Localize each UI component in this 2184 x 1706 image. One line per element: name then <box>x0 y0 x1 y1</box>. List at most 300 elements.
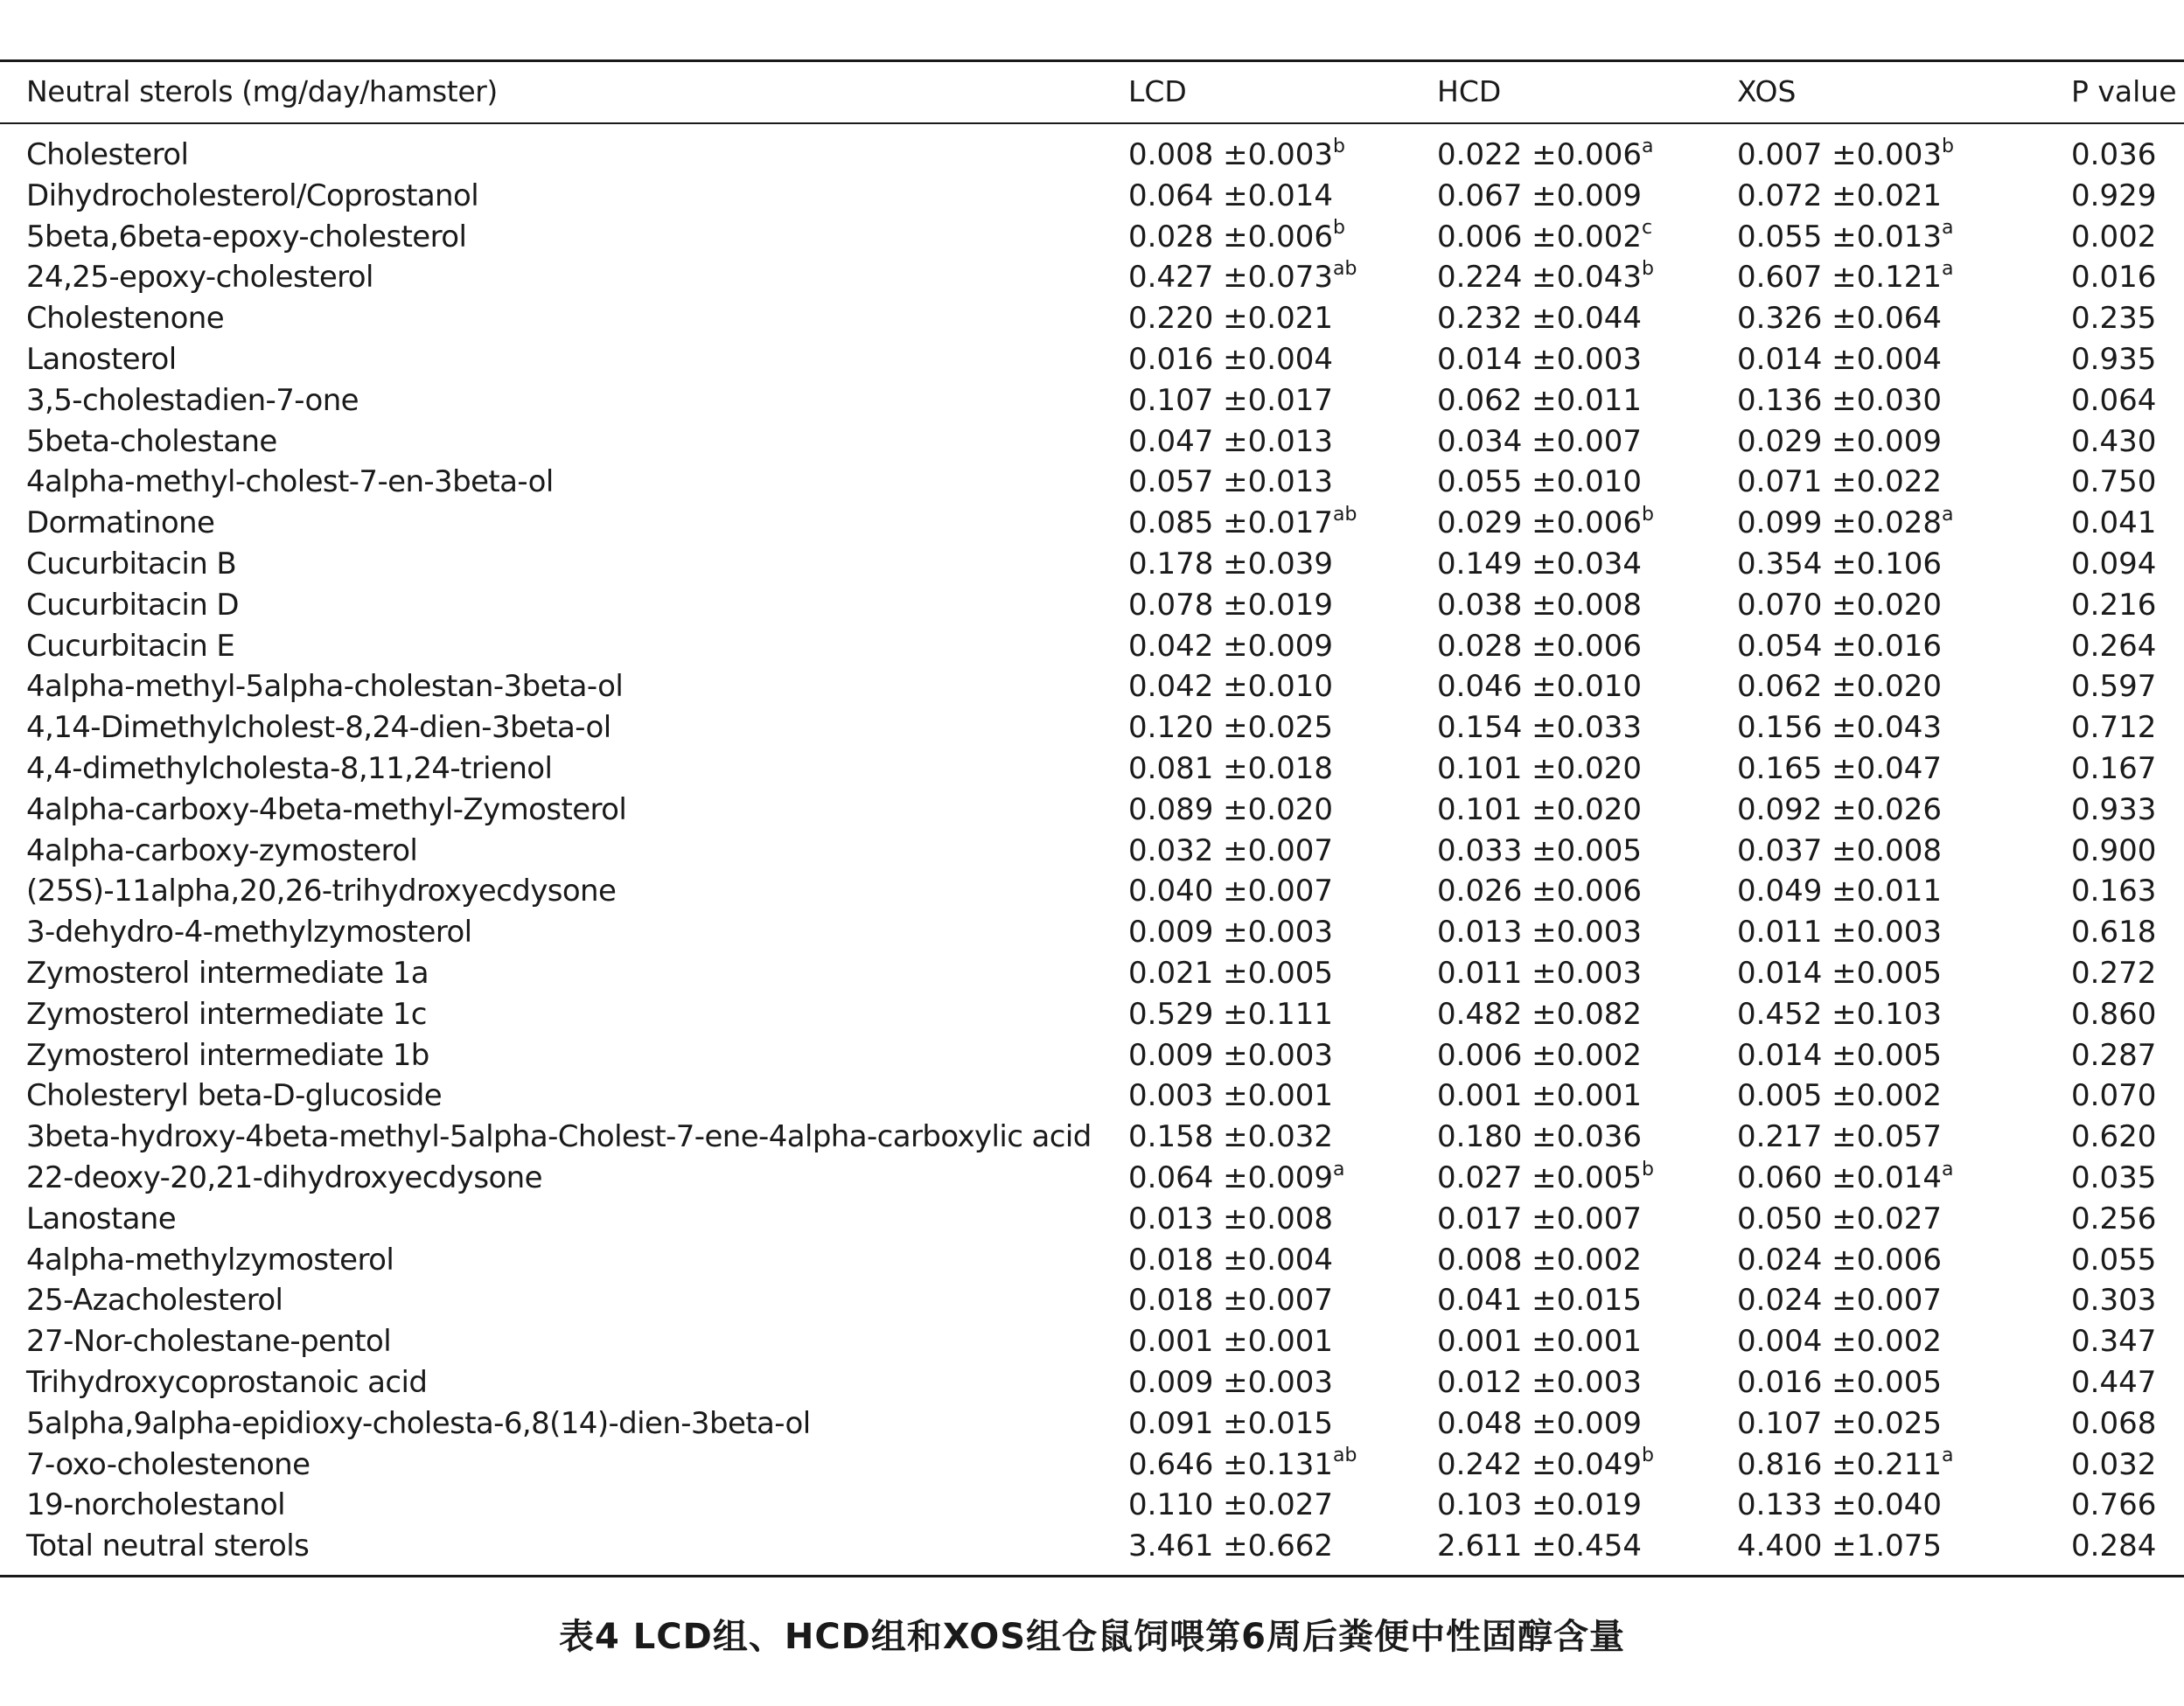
cell-xos <box>1737 626 1942 667</box>
table-row <box>0 626 2184 667</box>
cell-lcd-significance-letter: ab <box>1332 1445 1357 1467</box>
cell-sterol-name: Lanosterol <box>26 341 177 377</box>
cell-sterol-name: 22-deoxy-20,21-dihydroxyecdysone <box>26 1159 542 1195</box>
cell-sterol-name: Zymosterol intermediate 1a <box>26 955 429 991</box>
cell-lcd-value: 0.057 ±0.013 <box>1128 464 1333 500</box>
cell-p-value: 0.933 <box>2071 791 2157 827</box>
cell-p-value: 0.068 <box>2071 1405 2157 1441</box>
cell-lcd <box>1128 217 1345 258</box>
cell-hcd <box>1437 380 1642 421</box>
table-row <box>0 1321 2184 1362</box>
cell-hcd-significance-letter: b <box>1641 503 1654 526</box>
cell-lcd-value: 0.042 ±0.010 <box>1128 669 1333 705</box>
table-row <box>0 1280 2184 1321</box>
table-row <box>0 339 2184 380</box>
cell-p-value: 0.303 <box>2071 1283 2157 1319</box>
cell-xos <box>1737 339 1942 380</box>
cell-xos <box>1737 503 1953 544</box>
cell-lcd <box>1128 339 1333 380</box>
cell-sterol-name: Trihydroxycoprostanoic acid <box>26 1364 428 1400</box>
cell-hcd <box>1437 257 1654 298</box>
cell-sterol-name: Zymosterol intermediate 1c <box>26 996 427 1032</box>
cell-lcd <box>1128 585 1333 626</box>
table-row <box>0 1035 2184 1076</box>
cell-xos <box>1737 1526 1942 1567</box>
cell-hcd <box>1437 953 1642 994</box>
cell-lcd-value: 0.064 ±0.014 <box>1128 178 1333 213</box>
cell-xos-value: 0.055 ±0.013 <box>1737 219 1942 254</box>
cell-xos <box>1737 1445 1953 1486</box>
cell-hcd <box>1437 1485 1642 1526</box>
cell-lcd <box>1128 1240 1333 1281</box>
cell-p-value: 0.860 <box>2071 996 2157 1032</box>
cell-hcd <box>1437 1199 1642 1240</box>
cell-lcd-significance-letter: a <box>1332 1158 1345 1180</box>
cell-xos-value: 0.037 ±0.008 <box>1737 832 1942 868</box>
cell-p-value: 0.347 <box>2071 1324 2157 1360</box>
cell-lcd-value: 0.064 ±0.009 <box>1128 1159 1333 1195</box>
cell-hcd-value: 0.001 ±0.001 <box>1437 1324 1642 1360</box>
cell-xos-value: 0.354 ±0.106 <box>1737 546 1942 581</box>
cell-p-value: 0.750 <box>2071 464 2157 500</box>
cell-xos <box>1737 1035 1942 1076</box>
cell-sterol-name: Dihydrocholesterol/Coprostanol <box>26 178 479 213</box>
cell-hcd-significance-letter: b <box>1641 1445 1654 1467</box>
cell-hcd-significance-letter: c <box>1641 217 1653 240</box>
cell-hcd <box>1437 1158 1654 1199</box>
cell-hcd <box>1437 1362 1642 1403</box>
header-lcd: LCD <box>1128 74 1187 108</box>
cell-lcd <box>1128 503 1357 544</box>
table-row <box>0 831 2184 872</box>
table-row <box>0 912 2184 953</box>
cell-hcd-value: 0.001 ±0.001 <box>1437 1078 1642 1114</box>
cell-hcd-value: 0.028 ±0.006 <box>1437 628 1642 664</box>
cell-xos <box>1737 298 1942 339</box>
cell-lcd <box>1128 1076 1333 1117</box>
cell-sterol-name: 4alpha-methyl-5alpha-cholestan-3beta-ol <box>26 669 624 705</box>
cell-sterol-name: 4,14-Dimethylcholest-8,24-dien-3beta-ol <box>26 710 611 746</box>
cell-xos <box>1737 1321 1942 1362</box>
cell-lcd <box>1128 994 1333 1035</box>
cell-hcd <box>1437 1321 1642 1362</box>
cell-p-value: 0.016 <box>2071 260 2157 296</box>
cell-xos-value: 0.107 ±0.025 <box>1737 1405 1942 1441</box>
cell-sterol-name: 4,4-dimethylcholesta-8,11,24-trienol <box>26 750 553 786</box>
cell-hcd <box>1437 1035 1642 1076</box>
cell-hcd <box>1437 1445 1654 1486</box>
cell-p-value: 0.167 <box>2071 750 2157 786</box>
cell-lcd-significance-letter: b <box>1332 135 1345 157</box>
cell-p-value: 0.287 <box>2071 1037 2157 1073</box>
cell-lcd <box>1128 462 1333 503</box>
cell-hcd-value: 0.006 ±0.002 <box>1437 219 1642 254</box>
cell-sterol-name: Lanostane <box>26 1201 177 1236</box>
cell-lcd-value: 0.078 ±0.019 <box>1128 587 1333 623</box>
cell-sterol-name: 24,25-epoxy-cholesterol <box>26 260 373 296</box>
cell-hcd <box>1437 790 1642 831</box>
cell-hcd <box>1437 503 1654 544</box>
table-row <box>0 1485 2184 1526</box>
table-row <box>0 749 2184 790</box>
cell-sterol-name: Cholestenone <box>26 301 225 337</box>
cell-hcd <box>1437 217 1652 258</box>
cell-lcd <box>1128 831 1333 872</box>
cell-lcd <box>1128 1035 1333 1076</box>
cell-lcd-value: 0.021 ±0.005 <box>1128 955 1333 991</box>
cell-xos-value: 0.816 ±0.211 <box>1737 1446 1942 1482</box>
cell-hcd-significance-letter: b <box>1641 1158 1654 1180</box>
cell-p-value: 0.264 <box>2071 628 2157 664</box>
cell-lcd <box>1128 1403 1333 1445</box>
cell-xos <box>1737 1280 1942 1321</box>
cell-lcd <box>1128 790 1333 831</box>
cell-lcd-value: 0.089 ±0.020 <box>1128 791 1333 827</box>
cell-p-value: 0.935 <box>2071 341 2157 377</box>
cell-lcd-value: 0.042 ±0.009 <box>1128 628 1333 664</box>
cell-xos-value: 0.099 ±0.028 <box>1737 505 1942 541</box>
table-row <box>0 544 2184 585</box>
cell-lcd-value: 0.032 ±0.007 <box>1128 832 1333 868</box>
cell-sterol-name: Cholesteryl beta-D-glucoside <box>26 1078 443 1114</box>
cell-p-value: 0.055 <box>2071 1242 2157 1278</box>
cell-sterol-name: 4alpha-carboxy-zymosterol <box>26 832 418 868</box>
cell-hcd-value: 0.232 ±0.044 <box>1437 301 1642 337</box>
cell-p-value: 0.094 <box>2071 546 2157 581</box>
cell-hcd-value: 0.022 ±0.006 <box>1437 137 1642 172</box>
cell-hcd-value: 0.067 ±0.009 <box>1437 178 1642 213</box>
cell-lcd-value: 0.178 ±0.039 <box>1128 546 1333 581</box>
cell-xos-value: 0.014 ±0.005 <box>1737 1037 1942 1073</box>
cell-xos <box>1737 462 1942 503</box>
cell-hcd <box>1437 1076 1642 1117</box>
cell-hcd-value: 0.033 ±0.005 <box>1437 832 1642 868</box>
cell-p-value: 0.216 <box>2071 587 2157 623</box>
cell-lcd-value: 0.646 ±0.131 <box>1128 1446 1333 1482</box>
cell-lcd <box>1128 1321 1333 1362</box>
cell-lcd <box>1128 1485 1333 1526</box>
cell-hcd <box>1437 994 1642 1035</box>
cell-hcd-value: 0.038 ±0.008 <box>1437 587 1642 623</box>
cell-hcd-value: 0.149 ±0.034 <box>1437 546 1642 581</box>
cell-hcd <box>1437 666 1642 707</box>
cell-hcd-value: 0.017 ±0.007 <box>1437 1201 1642 1236</box>
cell-hcd-significance-letter: a <box>1641 135 1654 157</box>
cell-hcd <box>1437 421 1642 463</box>
cell-sterol-name: Cucurbitacin D <box>26 587 239 623</box>
cell-lcd-value: 0.427 ±0.073 <box>1128 260 1333 296</box>
cell-p-value: 0.272 <box>2071 955 2157 991</box>
cell-p-value: 0.064 <box>2071 382 2157 418</box>
cell-p-value: 0.712 <box>2071 710 2157 746</box>
cell-xos-value: 0.011 ±0.003 <box>1737 915 1942 950</box>
cell-lcd-value: 0.018 ±0.007 <box>1128 1283 1333 1319</box>
cell-hcd-value: 0.101 ±0.020 <box>1437 791 1642 827</box>
cell-lcd <box>1128 257 1357 298</box>
table-row <box>0 1403 2184 1445</box>
header-hcd: HCD <box>1437 74 1502 108</box>
cell-xos-significance-letter: b <box>1941 135 1954 157</box>
cell-xos-significance-letter: a <box>1941 1445 1954 1467</box>
cell-xos-value: 0.050 ±0.027 <box>1737 1201 1942 1236</box>
table-body <box>0 135 2184 1567</box>
cell-lcd-value: 0.120 ±0.025 <box>1128 710 1333 746</box>
header-neutral-sterols: Neutral sterols (mg/day/hamster) <box>26 74 498 108</box>
cell-xos <box>1737 871 1942 912</box>
cell-xos-value: 0.452 ±0.103 <box>1737 996 1942 1032</box>
cell-hcd-value: 0.154 ±0.033 <box>1437 710 1642 746</box>
table-row <box>0 1199 2184 1240</box>
cell-xos-value: 0.070 ±0.020 <box>1737 587 1942 623</box>
cell-hcd <box>1437 1403 1642 1445</box>
cell-lcd <box>1128 912 1333 953</box>
cell-lcd-value: 0.009 ±0.003 <box>1128 915 1333 950</box>
cell-p-value: 0.766 <box>2071 1487 2157 1523</box>
cell-xos <box>1737 1362 1942 1403</box>
cell-p-value: 0.002 <box>2071 219 2157 254</box>
cell-xos <box>1737 831 1942 872</box>
cell-sterol-name: 5beta,6beta-epoxy-cholesterol <box>26 219 467 254</box>
cell-lcd <box>1128 1362 1333 1403</box>
cell-lcd-value: 0.016 ±0.004 <box>1128 341 1333 377</box>
table-caption: 表4 LCD组、HCD组和XOS组仓鼠饲喂第6周后粪便中性固醇含量 <box>559 1617 1625 1657</box>
cell-hcd <box>1437 1526 1642 1567</box>
cell-p-value: 0.041 <box>2071 505 2157 541</box>
cell-xos <box>1737 257 1953 298</box>
cell-lcd-value: 0.158 ±0.032 <box>1128 1119 1333 1155</box>
cell-hcd-value: 0.026 ±0.006 <box>1437 874 1642 909</box>
cell-hcd <box>1437 626 1642 667</box>
cell-sterol-name: 3,5-cholestadien-7-one <box>26 382 359 418</box>
cell-lcd-value: 0.001 ±0.001 <box>1128 1324 1333 1360</box>
cell-hcd-value: 0.041 ±0.015 <box>1437 1283 1642 1319</box>
cell-hcd-value: 0.046 ±0.010 <box>1437 669 1642 705</box>
cell-xos <box>1737 176 1942 217</box>
cell-xos <box>1737 707 1942 749</box>
cell-xos-value: 0.029 ±0.009 <box>1737 423 1942 459</box>
cell-hcd-value: 0.006 ±0.002 <box>1437 1037 1642 1073</box>
cell-lcd-significance-letter: b <box>1332 217 1345 240</box>
cell-xos-value: 0.133 ±0.040 <box>1737 1487 1942 1523</box>
cell-hcd <box>1437 298 1642 339</box>
cell-xos-significance-letter: a <box>1941 503 1954 526</box>
cell-xos-value: 0.024 ±0.006 <box>1737 1242 1942 1278</box>
table-row <box>0 503 2184 544</box>
header-p-value: P value <box>2071 74 2177 108</box>
cell-lcd-value: 0.047 ±0.013 <box>1128 423 1333 459</box>
cell-hcd <box>1437 585 1642 626</box>
cell-p-value: 0.032 <box>2071 1446 2157 1482</box>
cell-sterol-name: Zymosterol intermediate 1b <box>26 1037 429 1073</box>
cell-xos <box>1737 585 1942 626</box>
cell-sterol-name: 4alpha-carboxy-4beta-methyl-Zymosterol <box>26 791 627 827</box>
cell-hcd <box>1437 1117 1642 1158</box>
table-row <box>0 421 2184 463</box>
table-row <box>0 1076 2184 1117</box>
cell-lcd <box>1128 544 1333 585</box>
cell-hcd <box>1437 176 1642 217</box>
cell-sterol-name: (25S)-11alpha,20,26-trihydroxyecdysone <box>26 874 617 909</box>
cell-lcd <box>1128 135 1345 176</box>
cell-lcd-value: 0.018 ±0.004 <box>1128 1242 1333 1278</box>
table-row <box>0 1362 2184 1403</box>
cell-sterol-name: 19-norcholestanol <box>26 1487 285 1523</box>
cell-lcd-value: 0.220 ±0.021 <box>1128 301 1333 337</box>
table-row <box>0 1526 2184 1567</box>
table-row <box>0 1240 2184 1281</box>
cell-p-value: 0.900 <box>2071 832 2157 868</box>
cell-xos <box>1737 380 1942 421</box>
cell-hcd <box>1437 831 1642 872</box>
cell-xos <box>1737 1199 1942 1240</box>
cell-hcd <box>1437 707 1642 749</box>
cell-sterol-name: 7-oxo-cholestenone <box>26 1446 311 1482</box>
cell-lcd-value: 0.009 ±0.003 <box>1128 1037 1333 1073</box>
cell-lcd <box>1128 1280 1333 1321</box>
cell-xos-value: 0.607 ±0.121 <box>1737 260 1942 296</box>
table-row <box>0 666 2184 707</box>
cell-lcd <box>1128 1526 1333 1567</box>
cell-lcd <box>1128 1158 1344 1199</box>
cell-sterol-name: 5alpha,9alpha-epidioxy-cholesta-6,8(14)-dien-3beta-ol <box>26 1405 811 1441</box>
cell-hcd-value: 0.013 ±0.003 <box>1437 915 1642 950</box>
cell-p-value: 0.163 <box>2071 874 2157 909</box>
table-row <box>0 707 2184 749</box>
table-row <box>0 871 2184 912</box>
cell-xos-value: 0.060 ±0.014 <box>1737 1159 1942 1195</box>
cell-hcd-value: 0.242 ±0.049 <box>1437 1446 1642 1482</box>
cell-sterol-name: 4alpha-methyl-cholest-7-en-3beta-ol <box>26 464 554 500</box>
cell-lcd-significance-letter: ab <box>1332 258 1357 281</box>
cell-xos-value: 0.062 ±0.020 <box>1737 669 1942 705</box>
cell-hcd-value: 0.027 ±0.005 <box>1437 1159 1642 1195</box>
cell-hcd-value: 0.011 ±0.003 <box>1437 955 1642 991</box>
header-xos: XOS <box>1737 74 1797 108</box>
cell-p-value: 0.597 <box>2071 669 2157 705</box>
cell-xos <box>1737 912 1942 953</box>
cell-hcd-significance-letter: b <box>1641 258 1654 281</box>
table-row <box>0 217 2184 258</box>
cell-xos-significance-letter: a <box>1941 1158 1954 1180</box>
cell-lcd-value: 0.529 ±0.111 <box>1128 996 1333 1032</box>
cell-sterol-name: 3beta-hydroxy-4beta-methyl-5alpha-Cholest-7-ene-4alpha-carboxylic acid <box>26 1119 1092 1155</box>
cell-xos <box>1737 953 1942 994</box>
cell-xos <box>1737 421 1942 463</box>
cell-xos-value: 0.014 ±0.005 <box>1737 955 1942 991</box>
cell-xos-value: 4.400 ±1.075 <box>1737 1528 1942 1564</box>
cell-lcd-value: 0.110 ±0.027 <box>1128 1487 1333 1523</box>
cell-hcd <box>1437 1280 1642 1321</box>
cell-xos <box>1737 790 1942 831</box>
cell-sterol-name: Total neutral sterols <box>26 1528 310 1564</box>
cell-hcd-value: 0.012 ±0.003 <box>1437 1364 1642 1400</box>
cell-lcd-value: 3.461 ±0.662 <box>1128 1528 1333 1564</box>
cell-lcd-value: 0.081 ±0.018 <box>1128 750 1333 786</box>
cell-lcd <box>1128 666 1333 707</box>
cell-lcd <box>1128 1445 1357 1486</box>
cell-lcd-value: 0.003 ±0.001 <box>1128 1078 1333 1114</box>
cell-hcd-value: 0.034 ±0.007 <box>1437 423 1642 459</box>
cell-p-value: 0.235 <box>2071 301 2157 337</box>
table-row <box>0 953 2184 994</box>
cell-p-value: 0.035 <box>2071 1159 2157 1195</box>
cell-hcd <box>1437 749 1642 790</box>
table-row <box>0 380 2184 421</box>
cell-xos <box>1737 1403 1942 1445</box>
table-top-rule <box>0 59 2184 62</box>
table-row <box>0 1445 2184 1486</box>
cell-hcd <box>1437 135 1653 176</box>
cell-xos-value: 0.072 ±0.021 <box>1737 178 1942 213</box>
table-row <box>0 585 2184 626</box>
cell-hcd-value: 0.180 ±0.036 <box>1437 1119 1642 1155</box>
cell-xos <box>1737 1117 1942 1158</box>
cell-lcd <box>1128 871 1333 912</box>
table-row <box>0 298 2184 339</box>
table-row <box>0 994 2184 1035</box>
cell-lcd <box>1128 626 1333 667</box>
cell-hcd-value: 0.055 ±0.010 <box>1437 464 1642 500</box>
cell-xos <box>1737 217 1953 258</box>
cell-lcd <box>1128 298 1333 339</box>
cell-lcd <box>1128 380 1333 421</box>
cell-sterol-name: Dormatinone <box>26 505 215 541</box>
cell-xos-value: 0.071 ±0.022 <box>1737 464 1942 500</box>
cell-hcd-value: 0.482 ±0.082 <box>1437 996 1642 1032</box>
cell-xos-value: 0.092 ±0.026 <box>1737 791 1942 827</box>
cell-lcd <box>1128 1199 1333 1240</box>
cell-xos-value: 0.156 ±0.043 <box>1737 710 1942 746</box>
table-row <box>0 176 2184 217</box>
cell-xos <box>1737 1158 1953 1199</box>
cell-hcd-value: 0.224 ±0.043 <box>1437 260 1642 296</box>
cell-xos <box>1737 1485 1942 1526</box>
cell-lcd-value: 0.028 ±0.006 <box>1128 219 1333 254</box>
cell-sterol-name: Cucurbitacin E <box>26 628 235 664</box>
cell-p-value: 0.256 <box>2071 1201 2157 1236</box>
table-row <box>0 257 2184 298</box>
cell-hcd <box>1437 1240 1642 1281</box>
cell-p-value: 0.447 <box>2071 1364 2157 1400</box>
cell-xos-significance-letter: a <box>1941 258 1954 281</box>
cell-xos-value: 0.005 ±0.002 <box>1737 1078 1942 1114</box>
cell-hcd-value: 2.611 ±0.454 <box>1437 1528 1642 1564</box>
table-row <box>0 135 2184 176</box>
cell-hcd <box>1437 912 1642 953</box>
cell-xos-value: 0.016 ±0.005 <box>1737 1364 1942 1400</box>
cell-p-value: 0.620 <box>2071 1119 2157 1155</box>
cell-lcd-value: 0.085 ±0.017 <box>1128 505 1333 541</box>
cell-hcd-value: 0.008 ±0.002 <box>1437 1242 1642 1278</box>
cell-xos-value: 0.217 ±0.057 <box>1737 1119 1942 1155</box>
cell-sterol-name: 3-dehydro-4-methylzymosterol <box>26 915 472 950</box>
cell-xos-value: 0.326 ±0.064 <box>1737 301 1942 337</box>
cell-lcd <box>1128 953 1333 994</box>
cell-xos <box>1737 544 1942 585</box>
table-header-rule <box>0 122 2184 124</box>
cell-sterol-name: Cholesterol <box>26 137 189 172</box>
cell-xos-value: 0.054 ±0.016 <box>1737 628 1942 664</box>
table-row <box>0 1117 2184 1158</box>
cell-xos <box>1737 749 1942 790</box>
cell-lcd <box>1128 421 1333 463</box>
cell-hcd <box>1437 339 1642 380</box>
cell-p-value: 0.284 <box>2071 1528 2157 1564</box>
table-row <box>0 1158 2184 1199</box>
cell-lcd-value: 0.040 ±0.007 <box>1128 874 1333 909</box>
cell-lcd <box>1128 707 1333 749</box>
cell-hcd <box>1437 871 1642 912</box>
